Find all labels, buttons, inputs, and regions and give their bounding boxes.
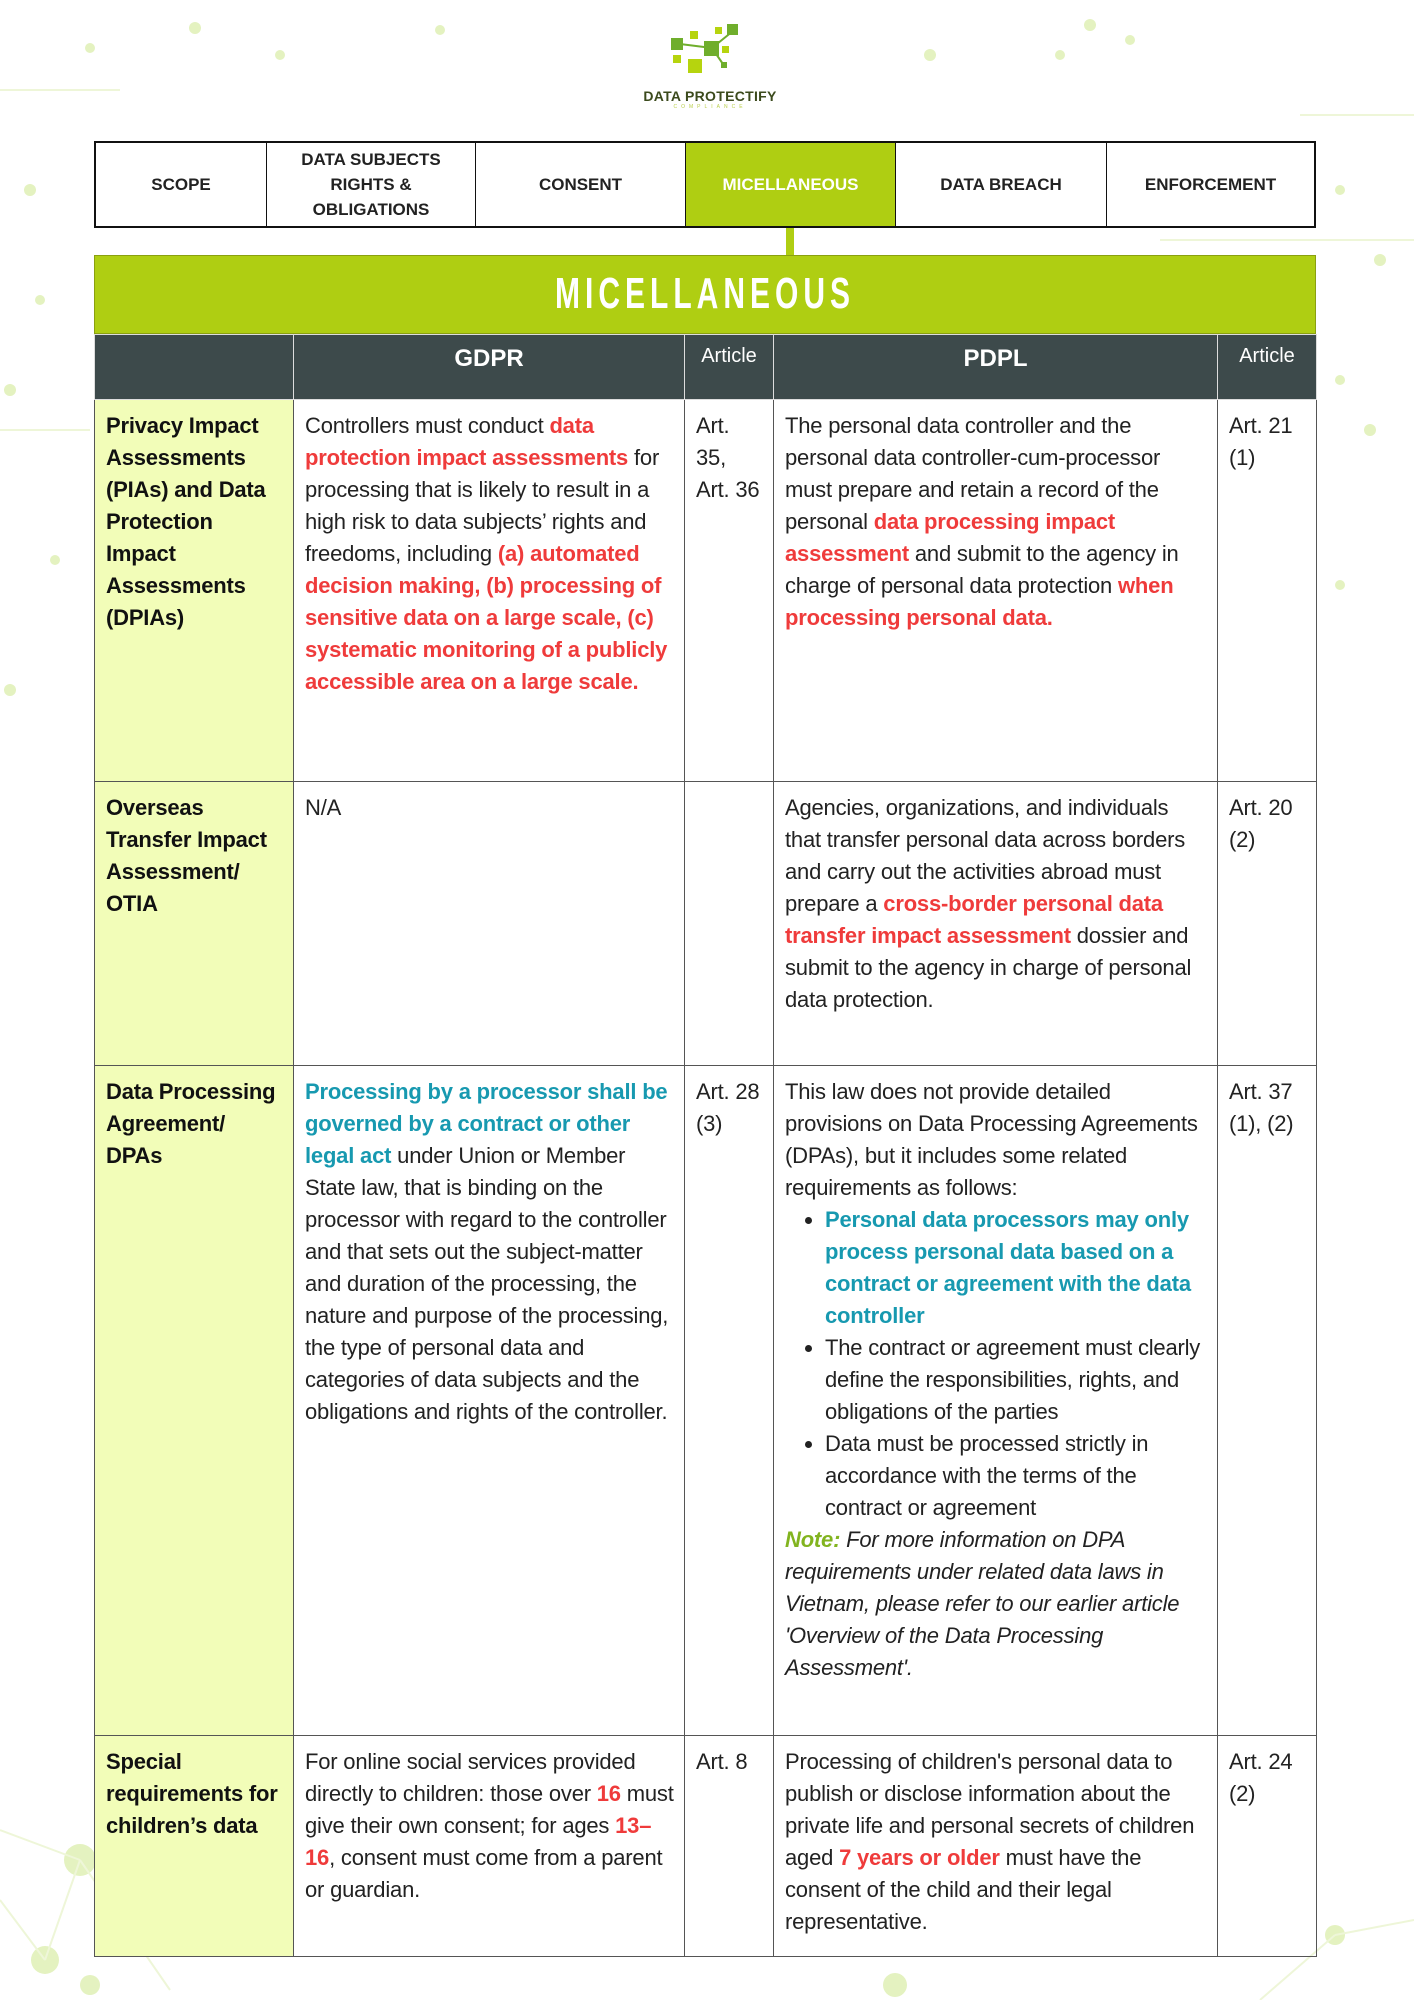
logo <box>630 24 790 124</box>
text-segment: , consent must come from a parent or guardian. <box>305 1845 663 1902</box>
text-segment: The contract or agreement must clearly define the responsibilities, rights, and obligations of the parties <box>825 1335 1201 1424</box>
tab-data-subjects-rights[interactable]: DATA SUBJECTS RIGHTS & OBLIGATIONS <box>267 143 476 226</box>
section-title-bar <box>94 255 1316 334</box>
header-pdpl-article: Article <box>1218 335 1317 400</box>
header-gdpr: GDPR <box>294 335 685 400</box>
gdpr-article: Art. 28 (3) <box>685 1066 774 1736</box>
text-segment: when processing personal data. <box>785 573 1174 630</box>
section-nav <box>94 141 1316 228</box>
pdpl-cell <box>774 1736 1218 1957</box>
pdpl-cell <box>774 782 1218 1066</box>
pdpl-article: Art. 37 (1), (2) <box>1218 1066 1317 1736</box>
text-segment: Controllers must conduct <box>305 413 550 438</box>
tab-scope[interactable]: SCOPE <box>96 143 267 226</box>
paragraph <box>785 1524 1207 1684</box>
paragraph <box>785 410 1207 634</box>
gdpr-article: Art. 8 <box>685 1736 774 1957</box>
pdpl-article: Art. 20 (2) <box>1218 782 1317 1066</box>
header-topic <box>95 335 294 400</box>
gdpr-article <box>685 782 774 1066</box>
logo-network-icon <box>670 24 750 86</box>
comparison-table <box>94 334 1317 1957</box>
paragraph <box>785 1076 1207 1204</box>
section-title: MICELLANEOUS <box>555 269 855 318</box>
bullet-item <box>825 1332 1207 1428</box>
text-segment: under Union or Member State law, that is binding on the processor with regard to the controller and that sets out the subject-matter and duration of the processing, the nature and purpose of the processing, the type of personal data and categories of data subjects and the obligations and rights of the controller. <box>305 1143 669 1424</box>
text-segment: Processing of children's personal data to publish or disclose information about the private life and personal secrets of children aged <box>785 1749 1195 1870</box>
gdpr-article: Art. 35, Art. 36 <box>685 400 774 782</box>
text-segment: cross-border personal data transfer impact assessment <box>785 891 1163 948</box>
text-segment: The personal data controller and the personal data controller-cum-processor must prepare and retain a record of the personal <box>785 413 1161 534</box>
table-header-row <box>95 335 1317 400</box>
paragraph <box>305 410 674 698</box>
row-topic: Special requirements for children’s data <box>95 1736 294 1957</box>
paragraph <box>785 1746 1207 1938</box>
text-segment: For online social services provided directly to children: those over <box>305 1749 636 1806</box>
bullet-list <box>785 1204 1207 1524</box>
text-segment: data protection impact assessments <box>305 413 629 470</box>
text-segment: 7 years or older <box>839 1845 1000 1870</box>
text-segment: 16 <box>596 1781 621 1806</box>
text-segment: Agencies, organizations, and individuals that transfer personal data across borders and carry out the activities abroad must prepare a <box>785 795 1186 916</box>
gdpr-cell <box>294 400 685 782</box>
text-segment: Processing by a processor shall be governed by a contract or other legal act <box>305 1079 668 1168</box>
gdpr-cell <box>294 782 685 1066</box>
paragraph <box>305 1076 674 1428</box>
tab-miscellaneous[interactable]: MICELLANEOUS <box>686 143 896 226</box>
table-row <box>95 1066 1317 1736</box>
text-segment: N/A <box>305 795 342 820</box>
text-segment: for processing that is likely to result in a high risk to data subjects’ rights and freedoms, including <box>305 445 660 566</box>
row-topic: Overseas Transfer Impact Assessment/ OTIA <box>95 782 294 1066</box>
table-row <box>95 1736 1317 1957</box>
tab-consent[interactable]: CONSENT <box>476 143 686 226</box>
tab-connector <box>786 228 794 255</box>
text-segment: dossier and submit to the agency in charge of personal data protection. <box>785 923 1192 1012</box>
text-segment: and submit to the agency in charge of personal data protection <box>785 541 1179 598</box>
text-segment: 13–16 <box>305 1813 652 1870</box>
row-topic: Data Processing Agreement/ DPAs <box>95 1066 294 1736</box>
pdpl-cell <box>774 400 1218 782</box>
paragraph <box>785 792 1207 1016</box>
tab-data-breach[interactable]: DATA BREACH <box>896 143 1107 226</box>
text-segment: data processing impact assessment <box>785 509 1116 566</box>
header-pdpl: PDPL <box>774 335 1218 400</box>
pdpl-article: Art. 21 (1) <box>1218 400 1317 782</box>
table-row <box>95 782 1317 1066</box>
table-row <box>95 400 1317 782</box>
pdpl-cell <box>774 1066 1218 1736</box>
bullet-item <box>825 1204 1207 1332</box>
gdpr-cell <box>294 1066 685 1736</box>
gdpr-cell <box>294 1736 685 1957</box>
paragraph <box>305 792 674 824</box>
text-segment: Personal data processors may only process personal data based on a contract or agreement with the data controller <box>825 1207 1191 1328</box>
text-segment: This law does not provide detailed provisions on Data Processing Agreements (DPAs), but it includes some related requirements as follows: <box>785 1079 1198 1200</box>
logo-tagline: COMPLIANCE <box>673 104 747 110</box>
header-gdpr-article: Article <box>685 335 774 400</box>
pdpl-article: Art. 24 (2) <box>1218 1736 1317 1957</box>
text-segment: Data must be processed strictly in accordance with the terms of the contract or agreement <box>825 1431 1149 1520</box>
text-segment: must give their own consent; for ages <box>305 1781 674 1838</box>
paragraph <box>305 1746 674 1906</box>
bullet-item <box>825 1428 1207 1524</box>
logo-name: DATA PROTECTIFY <box>643 88 777 104</box>
text-segment: For more information on DPA requirements under related data laws in Vietnam, please refer to our earlier article 'Overview of the Data Processing Assessment'. <box>785 1527 1180 1680</box>
text-segment: must have the consent of the child and their legal representative. <box>785 1845 1142 1934</box>
text-segment: Note: <box>785 1527 841 1552</box>
row-topic: Privacy Impact Assessments (PIAs) and Data Protection Impact Assessments (DPIAs) <box>95 400 294 782</box>
tab-enforcement[interactable]: ENFORCEMENT <box>1144 175 1277 194</box>
text-segment: (a) automated decision making, (b) processing of sensitive data on a large scale, (c) systematic monitoring of a publicly accessible area on a large scale. <box>305 541 668 694</box>
